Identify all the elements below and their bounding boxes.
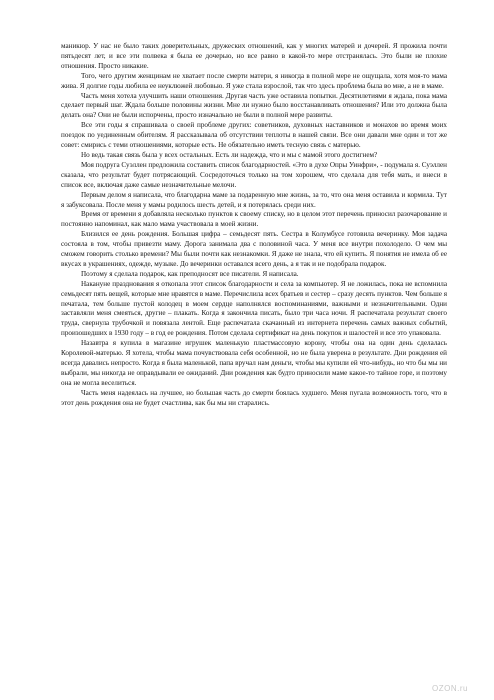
ozon-watermark: OZON.ru bbox=[432, 684, 468, 693]
paragraph-6: Моя подруга Суэллен предложила составить список благодарностей. «Это в духе Опры Уинфри», - подумала я. Суэллен сказала, что результат будет потрясающий. Сосредоточься только на том хорошем, что сделала для тебя мать, и внеси в список все, включая даже самые незначительные мелочи. bbox=[61, 160, 447, 189]
paragraph-2: Того, чего другим женщинам не хватает после смерти матери, я никогда в полной мере не ощущала, хотя моя-то мама жива. Я долгие годы любила ее неуклюжей любовью. Я уже стала взрослой, так что здесь проблема была во мне, а не в маме. bbox=[61, 71, 447, 90]
document-page bbox=[61, 42, 447, 409]
paragraph-1: маникюр. У нас не было таких доверительных, дружеских отношений, как у многих матерей и дочерей. Я прожила почти пятьдесят лет, и все эти полвека я была ее дочерью, но все равно в какой-то мере отстранялась. Это были не плохие отношения. Просто никакие. bbox=[61, 42, 447, 70]
paragraph-8: Время от времени я добавляла несколько пунктов к своему списку, но в целом этот перечень приносил разочарование и постоянно напоминал, как мало мама участвовала в моей жизни. bbox=[61, 210, 447, 229]
paragraph-11: Накануне празднования я откопала этот список благодарности и села за компьютер. Я не ложилась, пока не вспомнила семьдесят пять вещей, которые мне нравятся в маме. Перечислила всех братьев и сестер – сразу десять пунктов. Чем больше я печатала, тем больше пустой колодец в моем сердце наполнялся воспоминаниями, важными и незначительными. Одни заставляли меня смеяться, другие – плакать. Когда я закончила писать, было три часа ночи. Я распечатала результат своего труда, свернула трубочкой и повязала лентой. Еще распечатала скачанный из интернета перечень самых важных событий, произошедших в 1930 году – в год ее рождения. Потом сделала сертификат на день покупок и шалостей и все это упаковала. bbox=[61, 279, 447, 338]
paragraph-4: Все эти годы я спрашивала о своей проблеме других: советников, духовных наставников и монахов во время моих поездок по уединенным обителям. Я рассказывала об отсутствии теплоты в нашей связи. Все они давали мне один и тот же совет: смирись с теми отношениями, которые есть. Не обязательно иметь тесную связь с матерью. bbox=[61, 121, 447, 150]
paragraph-13: Часть меня надеялась на лучшее, но большая часть до смерти боялась худшего. Меня пугала возможность того, что в этот день рождения она не будет счастлива, как бы мы ни старались. bbox=[61, 388, 447, 407]
paragraph-7: Первым делом я написала, что благодарна маме за подаренную мне жизнь, за то, что она меня оставила и кормила. Тут я забуксовала. После меня у мамы родилось шесть детей, и я потерялась среди них. bbox=[61, 190, 447, 209]
paragraph-9: Близился ее день рождения. Большая цифра – семьдесят пять. Сестра в Колумбусе готовила вечеринку. Моя задача состояла в том, чтобы привезти маму. Дорога занимала два с половиной часа. У меня все внутри похолодело. О чем мы сможем говорить столько времени? Мы были почти как незнакомки. Я даже не знала, что ей купить. Я понятия не имела об ее вкусах в украшениях, одежде, музыке. До вечеринки оставался всего день, а я так и не подобрала подарок. bbox=[61, 230, 447, 268]
paragraph-5: Но ведь такая связь была у всех остальных. Есть ли надежда, что и мы с мамой этого достигнем? bbox=[81, 150, 378, 159]
paragraph-12: Назавтра я купила в магазине игрушек маленькую пластмассовую корону, чтобы она на один день сделалась Королевой-матерью. Я хотела, чтобы мама почувствовала себя особенной, но не была уверена в результате. Дни рождения ей всегда давались непросто. Когда я была маленькой, папа вручал нам деньги, чтобы мы купили ей что-нибудь, но что бы мы ни выбрали, мы никогда не оправдывали ее ожиданий. Дни рождения как будто приносили маме какое-то тайное горе, и поэтому она не могла веселиться. bbox=[61, 339, 447, 387]
paragraph-3: Часть меня хотела улучшить наши отношения. Другая часть уже оставила попытки. Десятилетиями я ждала, пока мама сделает первый шаг. Ждала больше половины жизни. Мне ли нужно было восстанавливать отношения? Или это должна была делать она? Они не были испорчены, просто изначально не были в полной мере развиты. bbox=[61, 91, 447, 120]
paragraph-10: Поэтому я сделала подарок, как преподносят все писатели. Я написала. bbox=[81, 269, 299, 278]
